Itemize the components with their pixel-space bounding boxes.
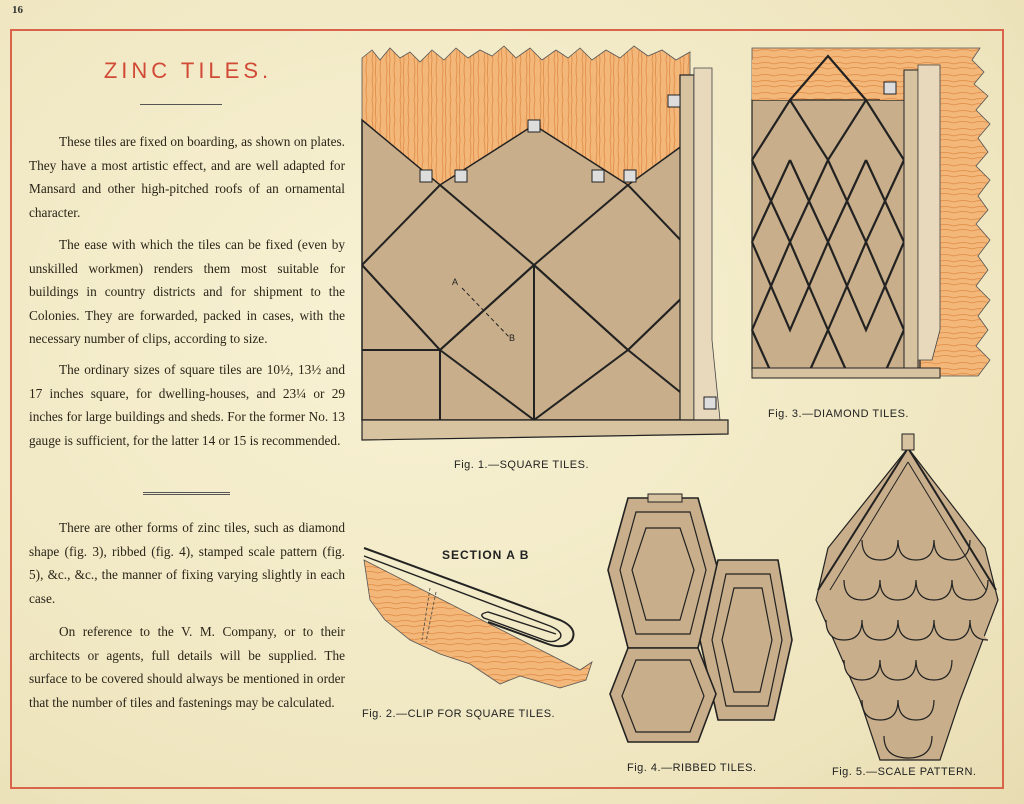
section-label-b: B [509,333,516,343]
section-ab-title: SECTION A B [442,548,530,562]
fig2-caption: Fig. 2.—CLIP FOR SQUARE TILES. [362,708,556,720]
fig4-ribbed-tiles [608,494,792,742]
paragraph-5: On reference to the V. M. Company, or to their architects or agents, full details will be supplied. The surface to be covered should always be mentioned in order that the number of tiles and fastenings may be calculated. [29,624,345,710]
fig3-diamond-tiles [752,48,990,378]
fig1-square-tiles [362,46,728,440]
fig3-caption: Fig. 3.—DIAMOND TILES. [768,408,909,420]
paragraph-2: The ease with which the tiles can be fixed (even by unskilled workmen) renders them most suitable for buildings in country districts and for shipment to the Colonies. They are forwarded, packed in cases, with the necessary number of clips, according to size. [29,237,345,346]
fig2-clip-section [364,548,592,688]
fig4-caption: Fig. 4.—RIBBED TILES. [627,762,757,774]
page-title: ZINC TILES. [103,58,273,83]
page-number: 16 [12,4,23,16]
section-label-a: A [452,277,459,287]
paragraph-3: The ordinary sizes of square tiles are 10½, 13½ and 17 inches square, for dwelling-houses, and 23¼ or 29 inches for large buildings and sheds. For the former No. 13 gauge is sufficient, for the latter 14 or 15 is recommended. [29,362,345,448]
paragraph-4: There are other forms of zinc tiles, such as diamond shape (fig. 3), ribbed (fig. 4), stamped scale pattern (fig. 5), &c., &c., the manner of fixing varying slightly in each case. [29,520,345,606]
fig5-caption: Fig. 5.—SCALE PATTERN. [832,766,977,778]
paragraph-1: These tiles are fixed on boarding, as shown on plates. They have a most artistic effect, and are well adapted for Mansard and other high-pitched roofs of an ornamental character. [29,134,345,220]
fig1-caption: Fig. 1.—SQUARE TILES. [454,459,590,471]
fig5-scale-pattern [816,434,998,760]
